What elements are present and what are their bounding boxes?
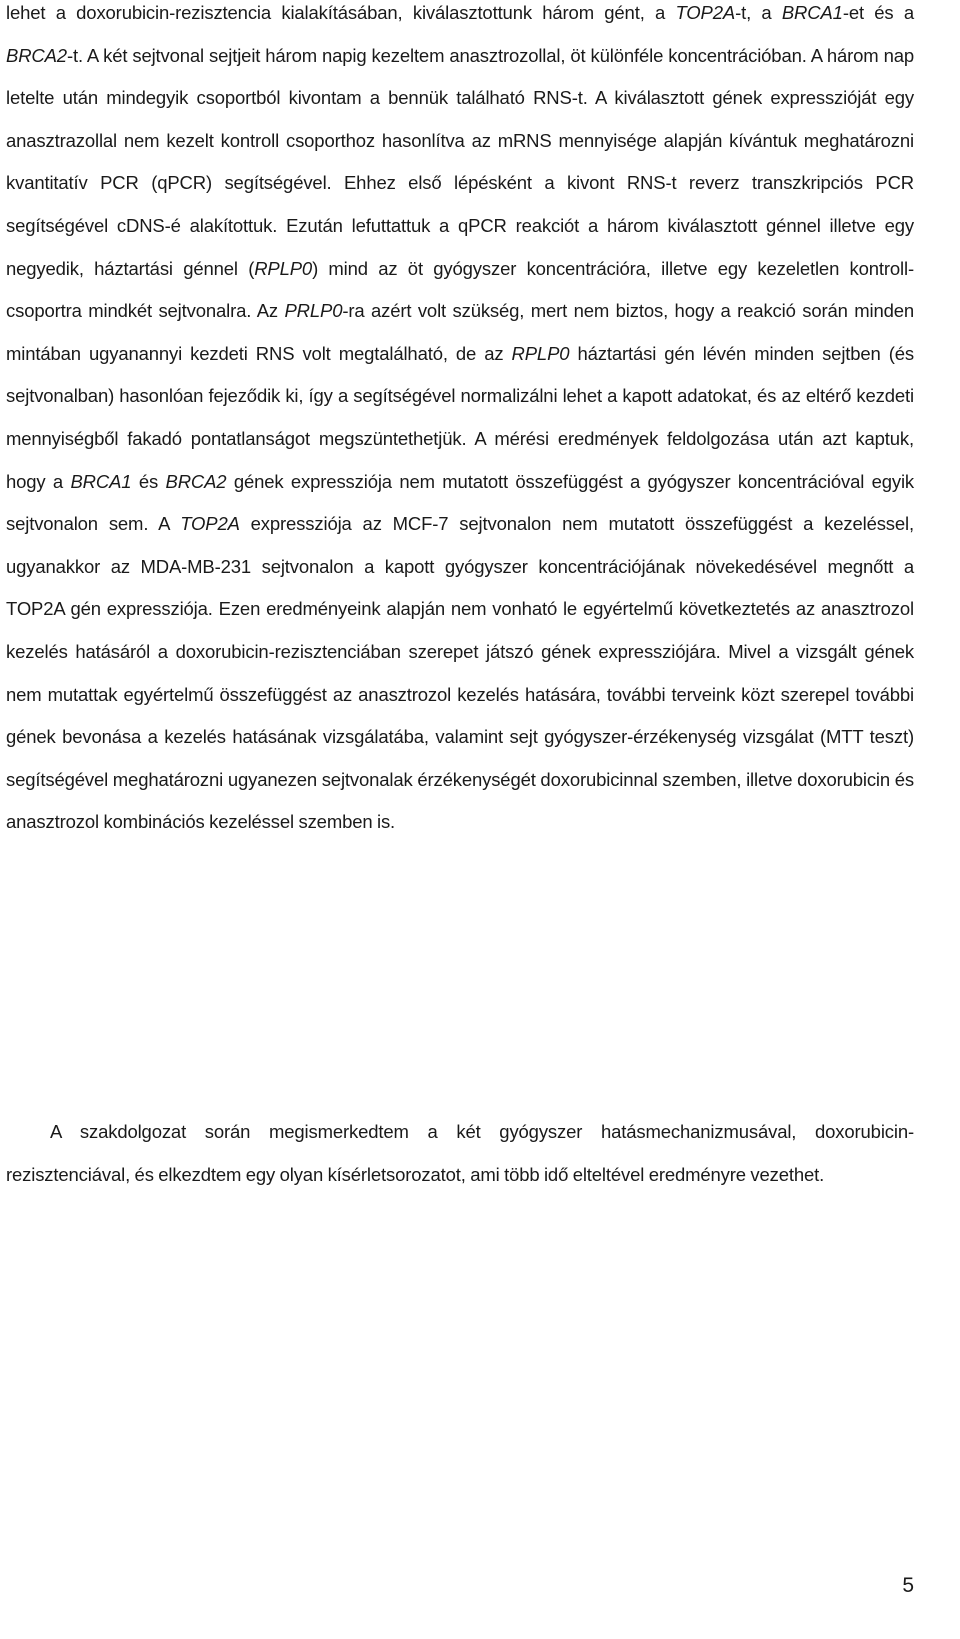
- text-segment: -t. A két sejtvonal sejtjeit három napig kezeltem anasztrozollal, öt különféle koncentrációban. A három nap letelte után mindegyik csoportból kivontam a bennük található RNS-t. A kiválasztott gének expresszióját egy anasztrazollal nem kezelt kontroll csoporthoz hasonlítva az mRNS mennyisége alapján kívántuk meghatározni kvantitatív PCR (qPCR) segítségével. Ehhez első lépésként a kivont RNS-t reverz transzkripciós PCR segítségével cDNS-é alakítottuk. Ezután lefuttattuk a qPCR reakciót a három kiválasztott génnel illetve egy negyedik, háztartási génnel (: [6, 44, 914, 279]
- text-segment: háztartási gén lévén minden sejtben (és sejtvonalban) hasonlóan fejeződik ki, így a segítségével normalizálni lehet a kapott adatokat, és az eltérő kezdeti mennyiségből fakadó pontatlanságot megszüntethetjük. A mérési eredmények feldolgozása után azt kaptuk, hogy a: [6, 342, 914, 492]
- text-segment: -et és a: [842, 2, 914, 23]
- gene-name-italic: TOP2A: [180, 513, 240, 535]
- gene-name-italic: PRLP0: [284, 300, 343, 322]
- gene-name-italic: BRCA1: [781, 2, 843, 23]
- text-segment: -ra azért volt szükség, mert nem biztos, hogy a reakció során minden mintában ugyanannyi kezdeti RNS volt megtalálható, de az: [6, 300, 914, 364]
- gene-name-italic: RPLP0: [254, 257, 313, 279]
- text-segment: és: [131, 470, 166, 492]
- gene-name-italic: BRCA2: [165, 470, 227, 492]
- text-segment: ) mind az öt gyógyszer koncentrációra, illetve egy kezeletlen kontroll-csoportra mindkét sejtvonalra. Az: [6, 257, 914, 322]
- text-segment: A szakdolgozat során megismerkedtem a két gyógyszer hatásmechanizmusával, doxorubicin-rezisztenciával, és elkezdtem egy olyan kísérletsorozatot, ami több idő elteltével eredményre vezethet.: [6, 1121, 914, 1185]
- gene-name-italic: BRCA1: [70, 470, 132, 492]
- body-paragraph-1: [6, 0, 914, 844]
- gene-name-italic: RPLP0: [511, 342, 570, 364]
- text-segment: -t, a: [735, 2, 782, 23]
- page-number: 5: [902, 1574, 914, 1597]
- text-segment: gének expressziója nem mutatott összefüggést a gyógyszer koncentrációval egyik sejtvonalon sem. A: [6, 470, 915, 535]
- gene-name-italic: TOP2A: [675, 2, 736, 23]
- text-segment: lehet a doxorubicin-rezisztencia kialakításában, kiválasztottunk három gént, a: [6, 2, 676, 23]
- text-segment: expressziója az MCF-7 sejtvonalon nem mutatott összefüggést a kezeléssel, ugyanakkor az MDA-MB-231 sejtvonalon a kapott gyógyszer koncentrációjának növekedésével megnőtt a TOP2A gén expressziója. Ezen eredményeink alapján nem vonható le egyértelmű következtetés az anasztrozol kezelés hatásáról a doxorubicin-rezisztenciában szerepet játszó gének expressziójára. Mivel a vizsgált gének nem mutattak egyértelmű összefüggést az anasztrozol kezelés hatására, további terveink közt szerepel további gének bevonása a kezelés hatásának vizsgálatába, valamint sejt gyógyszer-érzékenység vizsgálat (MTT teszt) segítségével meghatározni ugyanezen sejtvonalak érzékenységét doxorubicinnal szemben, illetve doxorubicin és anasztrozol kombinációs kezeléssel szemben is.: [6, 513, 914, 833]
- gene-name-italic: BRCA2: [6, 44, 67, 66]
- body-paragraph-2: [6, 1111, 914, 1196]
